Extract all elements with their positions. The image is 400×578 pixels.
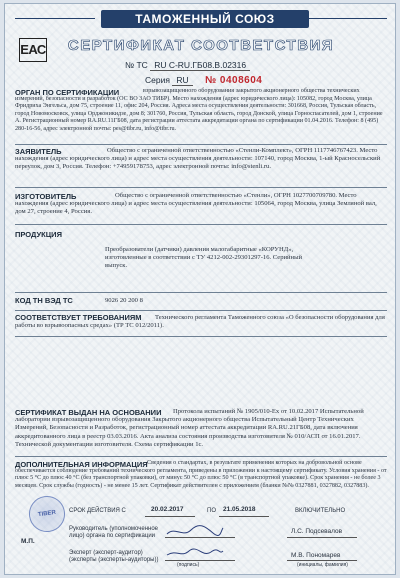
validity-to-date: 21.05.2018	[223, 506, 256, 513]
date-underline	[145, 516, 195, 517]
customs-union-banner: ТАМОЖЕННЫЙ СОЮЗ	[101, 10, 309, 28]
basis-label: СЕРТИФИКАТ ВЫДАН НА ОСНОВАНИИ	[15, 408, 162, 417]
validity-inclusive: ВКЛЮЧИТЕЛЬНО	[295, 508, 346, 514]
organ-label: ОРГАН ПО СЕРТИФИКАЦИИ	[15, 88, 120, 97]
divider	[15, 144, 387, 145]
certificate-number	[125, 60, 250, 70]
number-label: № ТС	[125, 60, 148, 70]
validity-to-label: ПО	[207, 508, 216, 514]
certificate-sheet	[4, 3, 396, 575]
compliance-text: Технического регламента Таможенного союза «О безопасности оборудования для работы во взрывоопасных средах» (ТР ТС 012/2011).	[15, 314, 385, 330]
basis-text: Протокола испытаний № 1905/010-Ех от 10.02.2017 Испытательной лаборатории взрывозащищенного оборудования Закрытого акционерного общества Испытательный Центр Технических Измерений, Безопасности и Разработок, регистрационный номер аттестата аккредитации RA.RU.21ГБ08, дата включения аккредитованного лица в реестр 03.03.2016. Акта анализа состояния производства изготовителя № 010/АСП от 16.01.2017. Технической документации изготовителя. Схема сертификации 1с.	[15, 408, 364, 448]
date-underline	[219, 516, 269, 517]
head-name: Л.С. Подсевалов	[291, 528, 343, 535]
divider	[15, 336, 387, 337]
head-signature-scribble	[165, 524, 225, 538]
certificate-title: СЕРТИФИКАТ СООТВЕТСТВИЯ	[67, 37, 335, 54]
banner-left-line	[15, 18, 95, 19]
extra-label: ДОПОЛНИТЕЛЬНАЯ ИНФОРМАЦИЯ	[15, 460, 148, 469]
validity-from-date: 20.02.2017	[151, 506, 184, 513]
series-label: Серия	[145, 75, 170, 85]
divider	[15, 310, 387, 311]
divider	[15, 224, 387, 225]
series-line	[145, 75, 262, 86]
expert-signature-label: Эксперт (эксперт-аудитор) (эксперты (эксперты-аудиторы))	[69, 550, 159, 563]
divider	[15, 187, 387, 188]
expert-signature-scribble	[165, 546, 225, 560]
manufacturer-text: Общество с ограниченной ответственностью «Стенли», ОГРН 1027700709780. Место нахождения (адрес юридического лица) и адрес места осуществления деятельности: 105064, город Москва, улица Земляной вал, дом 27, строение 4, Россия.	[15, 192, 377, 216]
applicant-label: ЗАЯВИТЕЛЬ	[15, 147, 62, 156]
serial-number: № 0408604	[204, 75, 263, 86]
eac-logo: ЕАС	[19, 38, 47, 62]
extra-text: Сведения о стандартах, в результате применения которых на добровольной основе обеспечивается соблюдение требований технического регламента, приведены в приложении к настоящему сертификату. Условия хранения - от плюс 5 °С до плюс 40 °С (без транспортной упаковки), от минус 50 °С до плюс 50 °С (в транспортной упаковке). Срок хранения - не более 3 месяцев. Срок службы (годность) - не менее 15 лет. Сертификат действителен с приложением (бланки №№ 0327881, 0327882, 0327883).	[15, 460, 387, 489]
signature-underline	[165, 560, 235, 561]
initials-hint: (инициалы, фамилия)	[297, 562, 348, 568]
seal-stamp: TIBER	[27, 494, 68, 535]
manufacturer-label: ИЗГОТОВИТЕЛЬ	[15, 192, 77, 201]
name-underline	[287, 537, 357, 538]
stamp-place-label: М.П.	[21, 538, 35, 545]
signature-underline	[165, 537, 235, 538]
expert-name: М.В. Пономарев	[291, 552, 341, 559]
divider	[15, 456, 387, 457]
product-label: ПРОДУКЦИЯ	[15, 230, 62, 239]
tnved-label: КОД ТН ВЭД ТС	[15, 296, 73, 305]
tnved-value: 9026 20 200 8	[105, 297, 143, 304]
product-text: Преобразователи (датчики) давления малогабаритные «КОРУНД», изготовленные в соответствии с ТУ 4212-002-29301297-16. Серийный выпуск.	[105, 246, 303, 270]
organ-text: взрывозащищенного оборудования закрытого акционерного общества технических измерений, безопасности и разработок (ОС ВО ЗАО ТИБР). Место нахождения (адрес юридического лица): 105082, город Москва, улица Фридриха Энгельса, дом 75, строение 11, офис 204, Россия. Адреса места осуществления деятельности: 301668, Россия, Тульская область, город Новомосковск, улица Орджоникидзе, дом 8; 301760, Россия, Тульская область, город Донской, улица Горноспасателей, дом 1, строение А. Регистрационный номер RA.RU.11ГБ08, дата регистрации аттестата аккредитации органа по сертификации 01.04.2016. Телефон: 8 (495) 280-16-56, адрес электронной почты: pes@tibr.ru, info@tibr.ru.	[15, 88, 383, 132]
series-value: RU	[172, 75, 192, 86]
signature-hint: (подпись)	[177, 562, 200, 568]
number-value: RU С-RU.ГБ08.В.02316	[150, 60, 250, 71]
validity-from-label: СРОК ДЕЙСТВИЯ С	[69, 508, 126, 514]
head-signature-label: Руководитель (уполномоченное лицо) органа по сертификации	[69, 526, 159, 539]
applicant-text: Общество с ограниченной ответственностью «Стенли-Комплект», ОГРН 1117746767423. Место нахождения (адрес юридического лица) и адрес места осуществления деятельности: 107140, город Москва, 1-ый Красносельский переулок, дом 3, Россия. Телефон: +74959178753, адрес электронной почты: info@stenli.ru.	[15, 147, 381, 171]
divider	[15, 292, 387, 293]
compliance-label: СООТВЕТСТВУЕТ ТРЕБОВАНИЯМ	[15, 313, 142, 322]
banner-right-line	[307, 18, 387, 19]
name-underline	[287, 560, 357, 561]
